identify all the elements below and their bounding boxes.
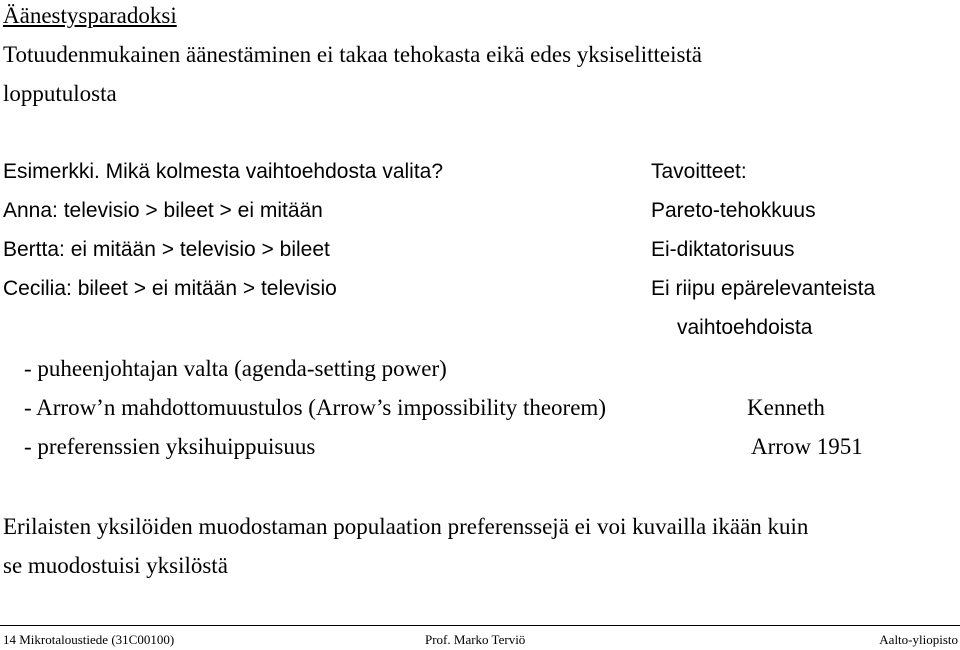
intro-text: Totuudenmukainen äänestäminen ei takaa tehokasta eikä edes yksiselitteistä	[3, 42, 703, 67]
goal-non-dictatorship: Ei-diktatorisuus	[651, 238, 795, 261]
footer-institution: Aalto-yliopisto	[879, 632, 958, 647]
preference-cecilia: Cecilia: bileet > ei mitään > televisio	[3, 277, 337, 300]
bullet-agenda-setting: - puheenjohtajan valta (agenda-setting power)	[24, 356, 447, 381]
goal-independence-continued: vaihtoehdoista	[677, 316, 813, 339]
credit-arrow-1951: Arrow 1951	[751, 434, 863, 459]
bullet-arrow-impossibility: - Arrow’n mahdottomuustulos (Arrow’s impossibility theorem)	[24, 395, 606, 420]
page-title: Äänestysparadoksi	[3, 3, 177, 28]
bullet-single-peaked: - preferenssien yksihuippuisuus	[24, 434, 316, 459]
footer-author: Prof. Marko Terviö	[425, 632, 526, 647]
credit-kenneth: Kenneth	[747, 395, 825, 420]
goal-pareto: Pareto-tehokkuus	[651, 199, 816, 222]
footer-rule	[0, 625, 960, 626]
conclusion-line-1: Erilaisten yksilöiden muodostaman populaation preferenssejä ei voi kuvailla ikään kuin	[3, 514, 809, 539]
goals-title: Tavoitteet:	[651, 160, 747, 183]
goal-independence: Ei riipu epärelevanteista	[651, 277, 876, 300]
conclusion-line-2: se muodostuisi yksilöstä	[3, 553, 228, 578]
intro-line-1	[3, 41, 958, 69]
preference-bertta: Bertta: ei mitään > televisio > bileet	[3, 238, 330, 261]
intro-line-2: lopputulosta	[3, 81, 117, 106]
preference-anna: Anna: televisio > bileet > ei mitään	[3, 199, 323, 222]
footer-course: 14 Mikrotaloustiede (31C00100)	[3, 632, 175, 647]
example-title: Esimerkki. Mikä kolmesta vaihtoehdosta valita?	[3, 160, 444, 183]
